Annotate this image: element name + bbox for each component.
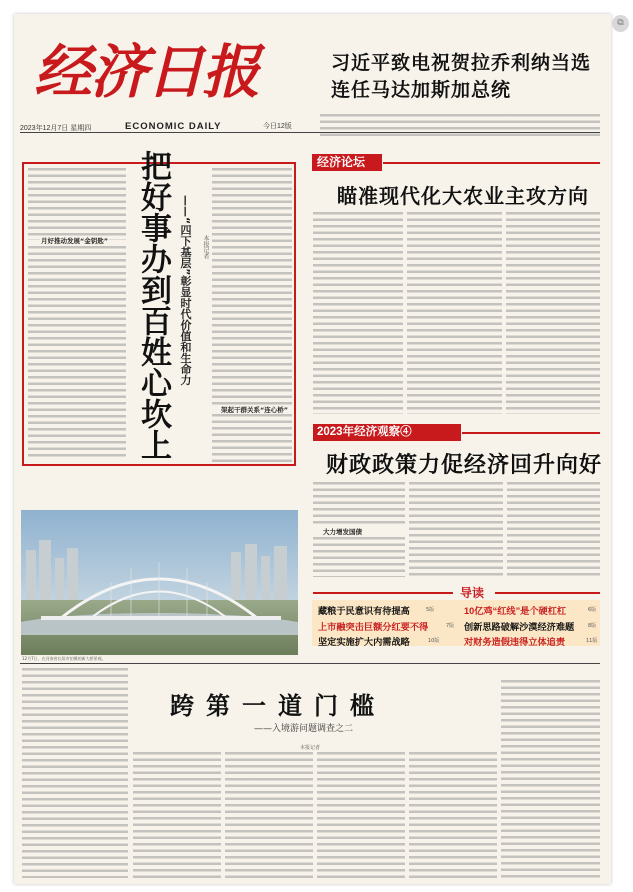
masthead-divider xyxy=(20,132,600,133)
masthead-title: 经济日报 xyxy=(34,38,259,106)
lead-text-col-1a xyxy=(28,168,126,240)
forum-tag: 经济论坛 xyxy=(312,154,382,171)
bottom-text-col-2 xyxy=(225,752,313,878)
lead-subtitle: ——“四下基层”彰显时代价值和生命力 xyxy=(179,195,192,386)
observation-headline[interactable]: 财政政策力促经济回升向好 xyxy=(326,452,603,477)
guide-item-6[interactable]: 对财务造假违得立体追责 xyxy=(464,637,566,647)
guide-page-4: 6版 xyxy=(588,607,597,613)
bottom-byline: 本报记者 xyxy=(300,745,321,751)
bottom-text-col-1 xyxy=(133,752,221,878)
guide-item-2[interactable]: 上市融突击巨额分红要不得 xyxy=(318,622,429,632)
obs-subhead: 大力增发国债 xyxy=(323,528,362,536)
observation-rule xyxy=(462,432,600,434)
guide-item-1[interactable]: 藏粮于民意识有待提高 xyxy=(318,606,410,616)
guide-item-5[interactable]: 创新思路破解沙漠经济难题 xyxy=(464,622,575,632)
guide-page-6: 11版 xyxy=(586,638,598,644)
obs-text-col-1a xyxy=(313,482,405,524)
obs-text-col-2 xyxy=(409,482,503,578)
lead-text-col-2 xyxy=(212,168,292,408)
top-headline[interactable]: 习近平致电祝贺拉乔利纳当选连任马达加斯加总统 xyxy=(331,53,592,101)
obs-text-col-3 xyxy=(507,482,600,578)
bottom-text-col-5 xyxy=(501,680,600,878)
masthead-english: ECONOMIC DAILY xyxy=(125,121,222,132)
guide-item-4[interactable]: 10亿鸡“红线”是个硬杠杠 xyxy=(464,606,567,616)
guide-rule-right xyxy=(495,592,600,594)
copy-icon[interactable]: ⧉ xyxy=(612,15,629,32)
lead-subhead-1: 月好推动发展“金钥匙” xyxy=(41,237,109,245)
top-story-text xyxy=(320,114,600,138)
forum-text-col-3 xyxy=(506,212,600,414)
forum-rule xyxy=(383,162,600,164)
lead-byline: 本报记者 xyxy=(202,235,209,259)
bottom-text-col-4 xyxy=(409,752,497,878)
guide-page-5: 8版 xyxy=(588,623,597,629)
forum-text-col-2 xyxy=(407,212,502,414)
guide-tag: 导读 xyxy=(460,586,485,600)
guide-page-3: 10版 xyxy=(428,638,440,644)
photo-caption: 12月7日，在河南省长垣市拍摄的新大桥景观。 xyxy=(22,656,106,661)
bottom-subtitle: ——入境游问题调查之二 xyxy=(254,724,354,734)
lead-text-col-1b xyxy=(28,246,126,460)
guide-page-1: 5版 xyxy=(426,607,435,613)
obs-text-col-1b xyxy=(313,537,405,577)
observation-tag: 2023年经济观察④ xyxy=(313,424,461,441)
left-bottom-text-col xyxy=(22,668,128,878)
lower-divider xyxy=(20,663,600,664)
guide-rule-left xyxy=(313,592,453,594)
lead-title[interactable]: 把好事办到百姓心坎上 xyxy=(136,150,171,460)
forum-headline[interactable]: 瞄准现代化大农业主攻方向 xyxy=(337,186,589,208)
lead-text-col-3 xyxy=(212,414,292,462)
masthead-issue: 今日12版 xyxy=(263,123,292,130)
bottom-headline[interactable]: 跨第一道门槛 xyxy=(170,694,386,720)
bridge-photo xyxy=(21,510,298,655)
forum-text-col-1 xyxy=(313,212,403,414)
guide-item-3[interactable]: 坚定实施扩大内需战略 xyxy=(318,637,410,647)
guide-page-2: 7版 xyxy=(446,623,455,629)
masthead-date: 2023年12月7日 星期四 xyxy=(20,125,92,132)
lead-subhead-2: 架起干群关系“连心桥” xyxy=(221,406,289,414)
bottom-text-col-3 xyxy=(317,752,405,878)
